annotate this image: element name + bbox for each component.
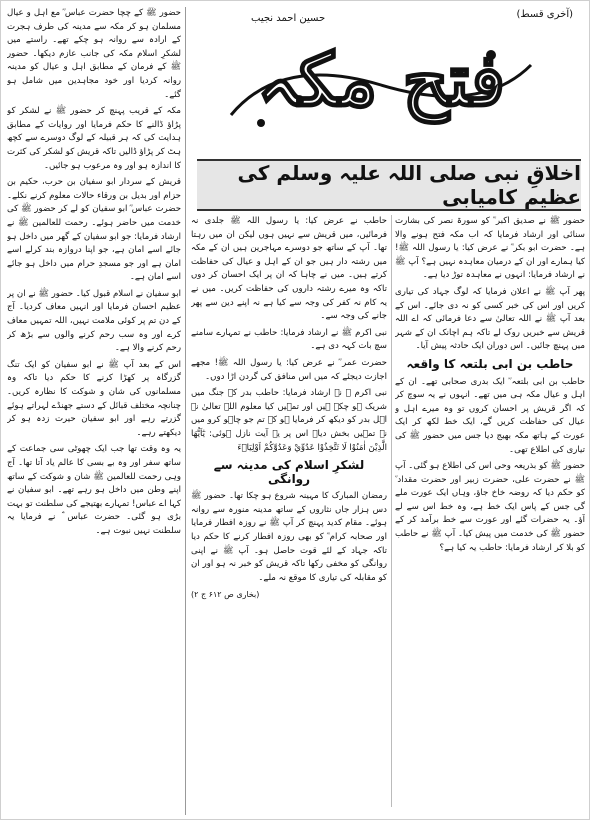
middle-paragraph: رمضان المبارک کا مہینہ شروع ہو چکا تھا۔ حضور ﷺ دس ہزار جاں نثاروں کے ساتھ مدینہ منورہ سے روانہ ہوئے۔ مقام کدید پہنچ کر آپ ﷺ نے روزہ افطار فرمایا اور صحابہ کرام ؓ کو بھی روزہ افطار کرنے کا حکم دیا تاکہ جہاد کے لئے قوت حاصل ہو۔ آپ ﷺ نے اپنی روانگی کو مخفی رکھا تاکہ قریش کو خبر نہ ہو اور ان کو مقابلہ کی تیاری کا موقع نہ ملے۔ [191,491,387,583]
left-paragraph: حضور ﷺ کے چچا حضرت عباس ؓ مع اہل و عیال مسلمان ہو کر مکہ سے مدینہ کی طرف ہجرت کے ارادہ سے روانہ ہو چکے تھے۔ راستے میں لشکرِ اسلام مکہ کی جانب عازم دیکھا۔ حضور ﷺ کے فرمان کے مطابق اہل و عیال کو مدینہ روانہ کردیا اور خود مجاہدین میں شامل ہو گئے۔ [7,8,181,100]
right-paragraph: حضور ﷺ کو بذریعہ وحی اس کی اطلاع ہو گئی۔ آپ ﷺ نے حضرت علی، حضرت زبیر اور حضرت مقداد ؓ کو حکم دیا کہ روضہ خاخ جاؤ، وہاں ایک عورت ملے گی جس کے پاس ایک خط ہے، وہ خط اس سے لے آؤ۔ یہ حضرات گئے اور عورت سے خط برآمد کر کے حضور ﷺ کی خدمت میں پیش کیا۔ آپ ﷺ نے حاطب کو بلا کر ارشاد فرمایا: حاطب یہ کیا ہے؟ [395,461,585,553]
subtitle-band: اخلاقِ نبی صلی اللہ علیہ وسلم کی عظیم کامیابی [197,159,581,211]
section-heading: حاطب بن ابی بلتعہ کا واقعہ [406,356,574,371]
middle-paragraph: نبی اکرم ﷺ نے ارشاد فرمایا: حاطب نے تمہارے سامنے سچ بات کہہ دی ہے۔ [191,327,387,352]
main-title: فتح مکہ [256,36,506,122]
right-column [395,215,585,811]
column-divider [185,7,186,815]
middle-paragraph: نبی اکرم ﷺ نے ارشاد فرمایا: حاطب بدر کے جنگ میں شریک ہو چکے ہیں اور تمہیں کیا معلوم اللہ تعالیٰ نے اہل بدر کو دیکھ کر فرمایا ہو کہ تم جو چاہو کرو میں نے تمہیں بخش دیا۔ اس پر یہ آیت نازل ہوئی: يٰٓاَيُّهَا الَّذِيْنَ اٰمَنُوْا لَا تَتَّخِذُوْا عَدُوِّيْ وَعَدُوَّكُمْ اَوْلِيَاۗءَ [191,388,387,453]
middle-column [191,215,387,811]
left-paragraph: یہ وہ وقت تھا جب ایک چھوٹی سی جماعت کے ساتھ سفر اور وہ بے بسی کا عالم یاد آتا تھا۔ آج وہی رحمت للعالمین ﷺ شان و شوکت کے ساتھ اپنے وطن میں داخل ہو رہے تھے۔ ابو سفیان نے کہا اے عباس! تمہارے بھتیجے کی سلطنت تو بہت بڑی ہو گئی۔ حضرت عباس ؓ نے فرمایا یہ سلطنت نہیں نبوت ہے۔ [7,444,181,536]
middle-paragraph: حضرت عمر ؓ نے عرض کیا: یا رسول اللہ ﷺ! مجھے اجازت دیجئے کہ میں اس منافق کی گردن اڑا دوں۔ [191,357,387,382]
left-paragraph: ابو سفیان نے اسلام قبول کیا۔ حضور ﷺ نے ان پر عظیم احسان فرمایا اور انہیں معاف کردیا۔ آج کے دن تم پر کوئی ملامت نہیں، اللہ تمہیں معاف کرے اور وہ سب رحم کرنے والوں سے بڑھ کر رحم کرنے والا ہے۔ [7,288,181,354]
reference-note: (بخاری ص ۶۱۲ ج ۲) [191,590,260,600]
right-paragraph: پھر آپ ﷺ نے اعلان فرمایا کہ لوگ جہاد کی تیاری کریں اور اس کی خبر کسی کو نہ دی جائے۔ اس کے بعد آپ ﷺ نے اللہ تعالیٰ سے دعا فرمائی کہ اے اللہ قریش سے خبریں روک لے تاکہ ہم اچانک ان کے شہر میں پہنچ جائیں۔ اس دوران ایک حادثہ پیش آیا۔ [395,286,585,352]
right-paragraph: حضور ﷺ نے صدیق اکبر ؓ کو سورۃ نصر کی بشارت سنائی اور ارشاد فرمایا کہ اب مکہ فتح ہونے والا ہے۔ حضرت ابو بکر ؓ نے عرض کیا: یا رسول اللہ ﷺ! کیا ہمارے اور ان کے درمیان معاہدہ نہیں ہے؟ آپ ﷺ نے ارشاد فرمایا: انہوں نے معاہدہ توڑ دیا ہے۔ [395,216,585,281]
column-divider [391,215,392,807]
right-paragraph: حاطب بن ابی بلتعہ ؓ ایک بدری صحابی تھے۔ ان کے اہل و عیال مکہ ہی میں تھے۔ انہوں نے یہ سوچ کر کہ اگر قریش پر احسان کروں تو وہ میرے اہل و عیال کی حفاظت کریں گے، ایک خط لکھ کر ایک عورت کے ہاتھ مکہ بھیج دیا جس میں حضور ﷺ کی تیاری کی اطلاع تھی۔ [395,376,585,455]
left-paragraph: اس کے بعد آپ ﷺ نے ابو سفیان کو ایک تنگ گزرگاہ پر کھڑا کرنے کا حکم دیا تاکہ وہ مسلمانوں کی شان و شوکت کا نظارہ کریں۔ چنانچہ مختلف قبائل کے دستے جھنڈے لہراتے ہوئے گزرتے رہے اور ابو سفیان حیرت زدہ ہو کر دیکھتے رہے۔ [7,359,181,438]
series-label: (آخری قسط) [516,9,573,20]
left-paragraph: قریش کے سردار ابو سفیان بن حرب، حکیم بن حزام اور بدیل بن ورقاء حالات معلوم کرنے نکلے۔ حضرت عباس ؓ ابو سفیان کو لے کر حضور ﷺ کی خدمت میں حاضر ہوئے۔ رحمت للعالمین ﷺ نے ارشاد فرمایا: جو ابو سفیان کے گھر میں داخل ہو جائے اسے امان ہے، جو اپنا دروازہ بند کرلے اسے امان ہے اور جو مسجدِ حرام میں داخل ہو جائے اسے امان ہے۔ [7,177,181,283]
section-heading: لشکرِ اسلام کی مدینہ سے روانگی [213,458,365,486]
left-paragraph: مکہ کے قریب پہنچ کر حضور ﷺ نے لشکر کو پڑاؤ ڈالنے کا حکم فرمایا اور روایات کے مطابق ہدایت کی کہ ہر قبیلہ کے لوگ دوسرے سے کچھ ہٹ کر پڑاؤ ڈالیں تاکہ قریش کو لشکر کی کثرت کا اندازہ ہو اور وہ مرعوب ہو جائیں۔ [7,106,181,171]
left-column [7,7,181,815]
title-block [191,5,585,155]
author-name: حسین احمد نجیب [251,13,326,24]
middle-paragraph: حاطب نے عرض کیا: یا رسول اللہ ﷺ جلدی نہ فرمائیں، میں قریش سے نہیں ہوں لیکن ان میں رہتا تھا۔ آپ کے ساتھ جو دوسرے مہاجرین ہیں ان کے مکہ میں رشتہ دار ہیں جو ان کے اہل و عیال کی حفاظت کرتے ہیں۔ میں نے چاہا کہ ان پر ایک احسان کر دوں تاکہ وہ میرے رشتہ داروں کی حفاظت کریں۔ میں نے یہ کام نہ کفر کی وجہ سے کیا ہے نہ اپنے دین سے پھر جانے کی وجہ سے۔ [191,216,387,322]
